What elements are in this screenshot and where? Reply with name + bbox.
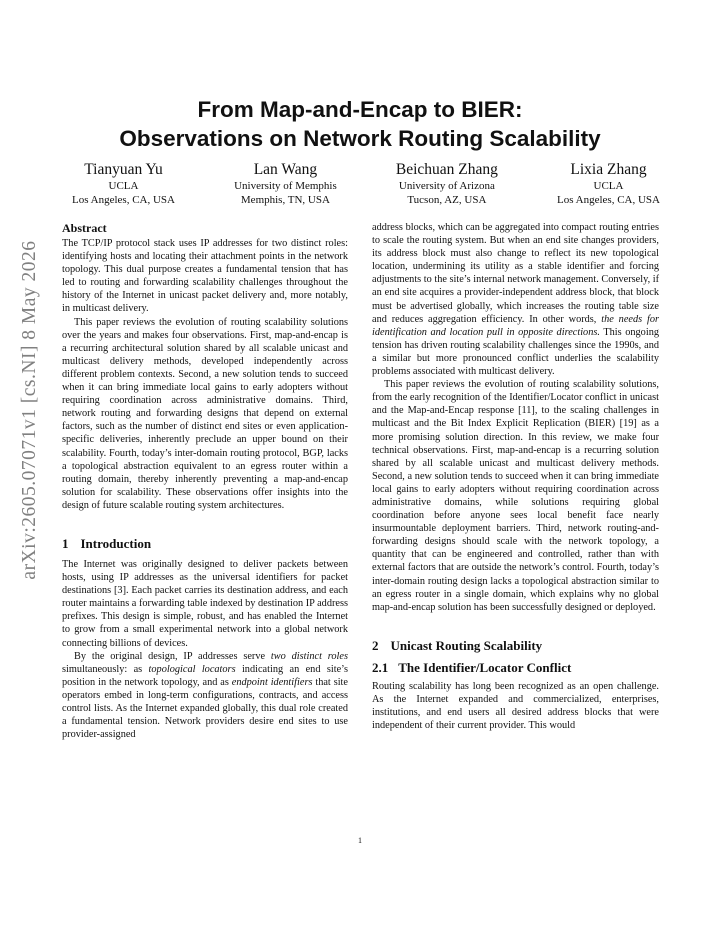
right-column	[372, 221, 659, 732]
text-run: This ongoing tension has driven routing scalability challenges since the 1990s, and a similar but more pronounced conflict underlies the scalability problems associated with multicast delivery.	[372, 326, 659, 378]
emphasis-text: the needs for identification and location pull in opposite directions.	[372, 313, 659, 338]
author-block	[396, 160, 498, 207]
author-location: Los Angeles, CA, USA	[72, 193, 175, 206]
section-heading-introduction	[62, 536, 348, 552]
paper-title	[60, 95, 660, 153]
author-affiliation: UCLA	[593, 180, 624, 192]
author-block	[557, 160, 660, 207]
subsection-number: 2.1	[372, 659, 389, 675]
section-title: Unicast Routing Scalability	[390, 637, 543, 653]
author-name: Beichuan Zhang	[395, 161, 498, 178]
section2-paragraph-1: Routing scalability has long been recognized as an open challenge. As the Internet expanded and commercialized, enterprises, institutions, and end users all desired address blocks that were independent of their current provider. This would	[372, 680, 659, 732]
text-run: simultaneously: as	[62, 663, 149, 675]
text-run: By the original design, IP addresses serve	[74, 650, 271, 662]
section-number: 2	[372, 637, 379, 653]
arxiv-side-stamp-container	[10, 155, 50, 665]
section-number: 1	[62, 535, 69, 551]
section-title: Introduction	[80, 535, 152, 551]
emphasis-text: endpoint identifiers	[231, 676, 313, 688]
author-block	[234, 160, 337, 207]
text-run: that site operators embed in long-term configurations, contracts, and access control lists. As the Internet expanded globally, this dual role created a fundamental tension. Network providers desire end sites to use provider-assigned	[62, 676, 348, 741]
author-list	[72, 160, 660, 207]
author-location: Memphis, TN, USA	[240, 193, 330, 206]
abstract-heading: Abstract	[62, 221, 107, 235]
subsection-heading-identifier-locator	[372, 660, 659, 676]
author-affiliation: University of Memphis	[234, 180, 337, 192]
text-run: indicating an end site’s position in the network topology, and as	[62, 663, 349, 688]
author-name: Lixia Zhang	[570, 161, 647, 178]
emphasis-text: two distinct roles	[270, 650, 348, 662]
text-run: address blocks, which can be aggregated into compact routing entries to scale the routing system. But when an end site changes providers, its address block must also change to reflect its new topological location, undermining its utility as a stable identifier and forcing adjustments to the site’s internal network management. Conversely, if an end site acquires a provider-independent address block, that block must be advertised globally, which increases the routing table size and reduces aggregation efficiency. In other words,	[372, 222, 660, 325]
author-location: Los Angeles, CA, USA	[557, 193, 660, 206]
abstract-paragraph-2: This paper reviews the evolution of routing scalability solutions over the years and makes four observations. First, map-and-encap is a recurring architectural solution shared by all scalable unicast and multicast delivery methods, developed independently across different problem contexts. Second, a new solution tends to succeed when it can bring immediate local gains to early adopters without requiring coordination across administrative domains. Third, network routing and forwarding designs that depend on external factors, such as the number of distinct end sites or even application-specific deliveries, inherently preclude an upper bound on their scalability. Fourth, today’s inter-domain routing protocol, BGP, lacks a topological abstraction equivalent to an egress router within a routing domain, thereby inherently preventing a map-and-encap solution for scalability. These observations offer insights into the design of future scalable routing system architectures.	[62, 316, 348, 511]
author-affiliation: UCLA	[108, 180, 139, 192]
intro-paragraph-1: The Internet was originally designed to deliver packets between hosts, using IP addresses as the universal identifiers for packet destinations [3]. Each packet carries its destination address, and each router maintains a forwarding table indexed by destination IP address prefixes. This design is simple, robust, and has enabled the Internet to grow from a small experimental network into a global network connecting billions of devices.	[62, 558, 348, 649]
abstract-paragraph-1: The TCP/IP protocol stack uses IP addresses for two distinct roles: identifying hosts and locating their attachment points in the network topology. This dual purpose creates a fundamental tension that has led to routing and forwarding scalability challenges throughout the history of the Internet in unicast packet delivery and, more notably, in multicast delivery.	[62, 238, 348, 315]
title-line-2: Observations on Network Routing Scalability	[119, 126, 601, 151]
emphasis-text: topological locators	[148, 663, 236, 675]
subsection-title: The Identifier/Locator Conflict	[398, 659, 572, 675]
intro-paragraph-2	[62, 650, 348, 742]
author-name: Tianyuan Yu	[84, 161, 163, 178]
right-paragraph-1	[372, 221, 659, 378]
author-name: Lan Wang	[253, 161, 318, 178]
left-column	[62, 221, 348, 741]
author-block	[72, 160, 175, 207]
author-location: Tucson, AZ, USA	[407, 193, 487, 206]
arxiv-side-stamp[interactable]: arXiv:2605.07071v1 [cs.NI] 8 May 2026	[19, 240, 40, 580]
right-paragraph-2: This paper reviews the evolution of routing scalability solutions, from the early recognition of the Identifier/Locator conflict in unicast and the Map-and-Encap response [11], to the scaling challenges in multicast and the Bit Index Explicit Replication (BIER) [19] as a more promising solution direction. In this review, we make four technical observations. First, map-and-encap is a recurring solution shared by all scalable unicast and multicast delivery methods. Second, a new solution tends to succeed when it can bring immediate local gains to early adopters without requiring coordination across administrative domains, while solutions requiring global coordination before anyone sees local benefit face nearly insurmountable deployment barriers. Third, network routing-and-forwarding designs should scale with the network topology, a quantity that can be engineered and controlled, rather than with external factors that are outside the network’s control. Fourth, today’s inter-domain routing design lacks a topological abstraction similar to an egress router in a single domain, which explains why no global map-and-encap solution has been successfully designed or deployed.	[372, 379, 659, 613]
page-number: 1	[358, 836, 362, 845]
section-heading-unicast	[372, 638, 659, 654]
author-affiliation: University of Arizona	[398, 180, 495, 192]
title-line-1: From Map-and-Encap to BIER:	[197, 97, 523, 122]
